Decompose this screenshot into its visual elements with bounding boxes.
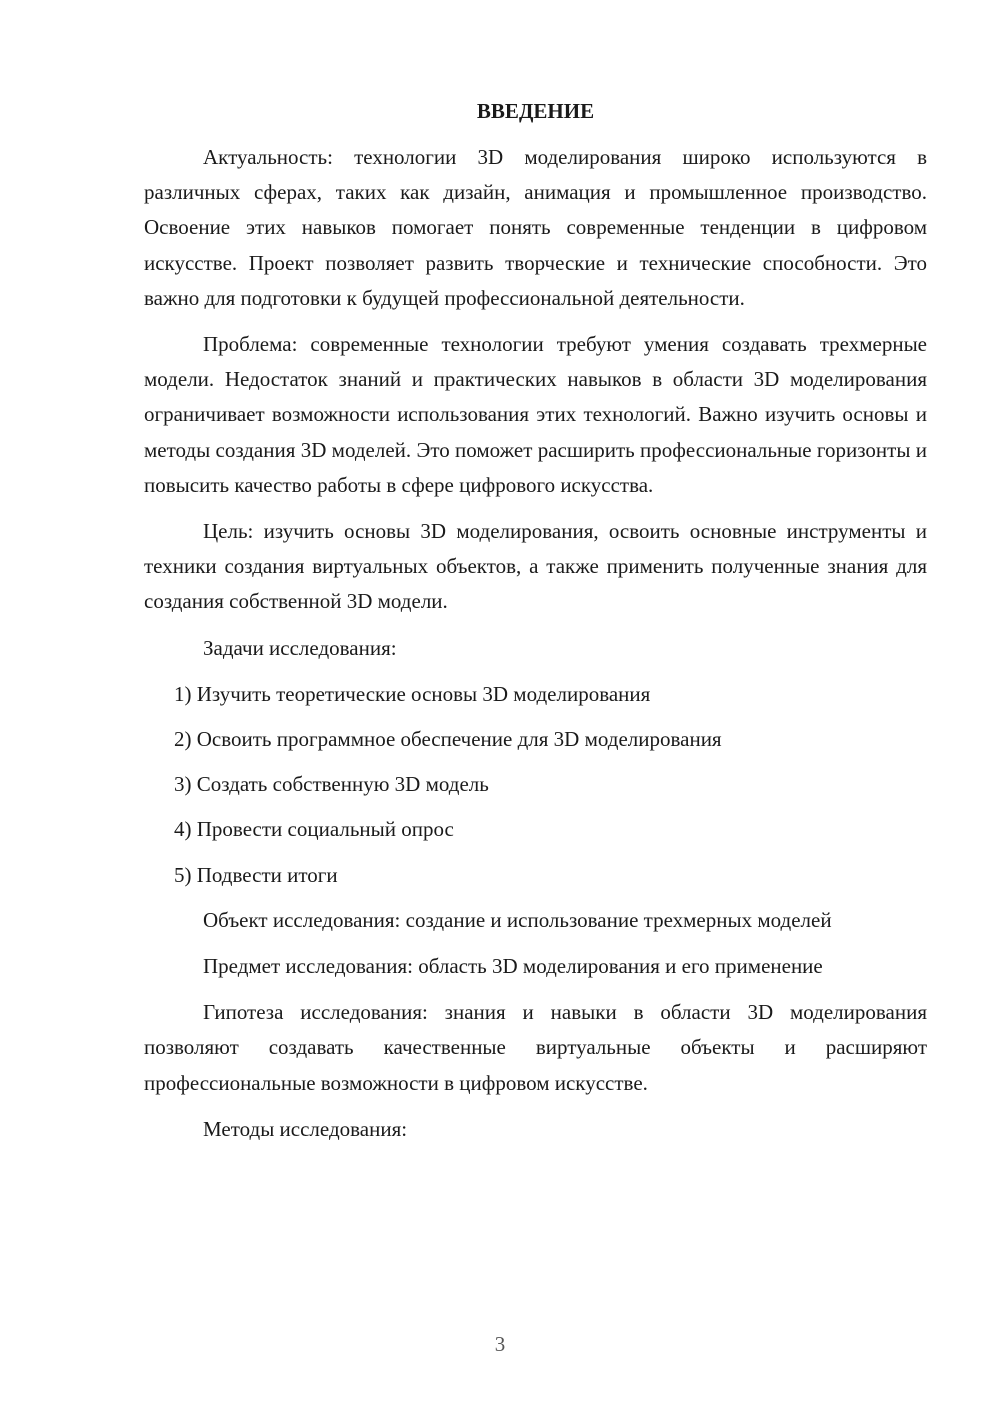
list-item: 2) Освоить программное обеспечение для 3D моделирования — [174, 727, 722, 752]
list-item: 3) Создать собственную 3D модель — [174, 772, 489, 797]
document-page — [144, 94, 927, 1158]
hypothesis-paragraph: Гипотеза исследования: знания и навыки в области 3D моделирования позволяют создавать качественные виртуальные объекты и расширяют профессиональные возможности в цифровом искусстве. — [144, 1000, 927, 1095]
object-paragraph: Объект исследования: создание и использование трехмерных моделей — [203, 907, 832, 932]
page-number: 3 — [494, 1332, 506, 1356]
methods-heading: Методы исследования: — [203, 1116, 408, 1141]
goal-paragraph: Цель: изучить основы 3D моделирования, освоить основные инструменты и техники создания виртуальных объектов, а также применить полученные знания для создания собственной 3D модели. — [144, 519, 927, 614]
list-item: 4) Провести социальный опрос — [174, 817, 454, 842]
relevance-paragraph: Актуальность: технологии 3D моделирования широко используются в различных сферах, таких как дизайн, анимация и промышленное производство. Освоение этих навыков помогает понять современные тенденции в цифровом искусстве. Проект позволяет развить творческие и технические способности. Это важно для подготовки к будущей профессиональной деятельности. — [144, 145, 927, 310]
subject-paragraph: Предмет исследования: область 3D моделирования и его применение — [203, 954, 823, 979]
list-item: 1) Изучить теоретические основы 3D моделирования — [174, 681, 651, 706]
list-item: 5) Подвести итоги — [174, 862, 338, 887]
page-title: ВВЕДЕНИЕ — [476, 99, 595, 123]
tasks-list — [144, 677, 927, 893]
tasks-heading: Задачи исследования: — [203, 635, 397, 660]
problem-paragraph: Проблема: современные технологии требуют умения создавать трехмерные модели. Недостаток знаний и практических навыков в области 3D моделирования ограничивает возможности использования этих технологий. Важно изучить основы и методы создания 3D моделей. Это поможет расширить профессиональные горизонты и повысить качество работы в сфере цифрового искусства. — [144, 332, 927, 497]
